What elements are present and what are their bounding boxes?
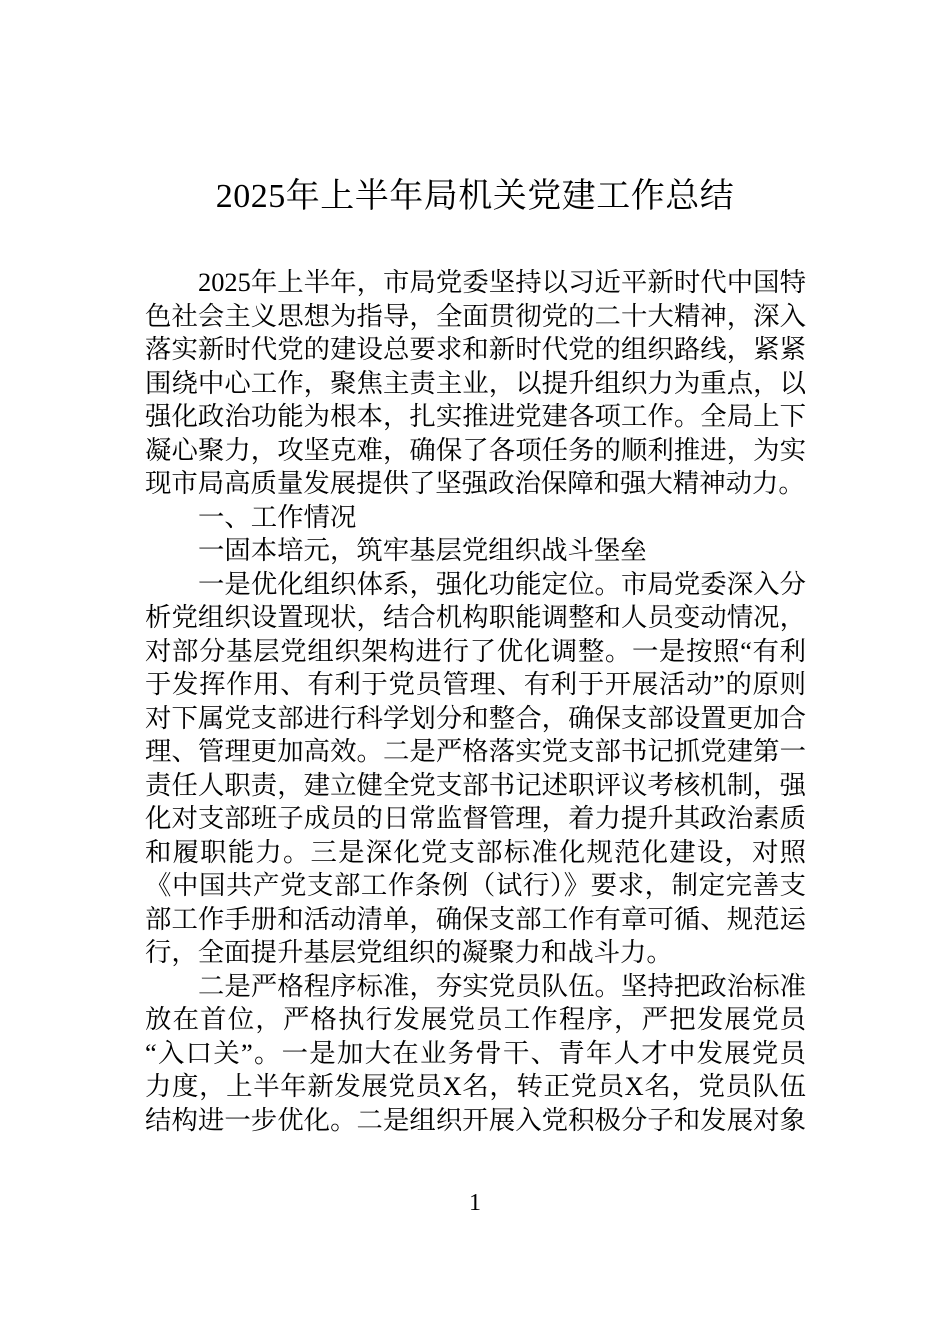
- text-line: 凝心聚力，攻坚克难，确保了各项任务的顺利推进，为实: [145, 434, 806, 465]
- text-line: 部工作手册和活动清单，确保支部工作有章可循、规范运: [145, 903, 806, 934]
- text-line: 一、工作情况: [198, 501, 357, 532]
- section-heading: [145, 534, 806, 568]
- text-line: 2025年上半年，市局党委坚持以习近平新时代中国特: [198, 267, 806, 297]
- text-line: 色社会主义思想为指导，全面贯彻党的二十大精神，深入: [145, 300, 806, 331]
- paragraph: [145, 970, 806, 1138]
- text-line: 析党组织设置现状，结合机构职能调整和人员变动情况，: [145, 602, 806, 632]
- text-line: 对部分基层党组织架构进行了优化调整。一是按照“有利: [145, 635, 806, 666]
- text-line: 责任人职责，建立健全党支部书记述职评议考核机制，强: [145, 769, 806, 800]
- text-line: 围绕中心工作，聚焦主责主业，以提升组织力为重点，以: [145, 367, 806, 398]
- text-line: 理、管理更加高效。二是严格落实党支部书记抓党建第一: [145, 736, 806, 766]
- paragraph: [145, 266, 806, 501]
- document-title: 2025年上半年局机关党建工作总结: [215, 178, 735, 215]
- text-line: 力度，上半年新发展党员X名，转正党员X名，党员队伍: [145, 1071, 806, 1101]
- text-line: 放在首位，严格执行发展党员工作程序，严把发展党员: [145, 1004, 806, 1034]
- section-heading: [145, 501, 806, 535]
- text-line: 现市局高质量发展提供了坚强政治保障和强大精神动力。: [145, 468, 805, 498]
- text-line: 《中国共产党支部工作条例（试行）》要求，制定完善支: [145, 870, 806, 900]
- text-line: “入口关”。一是加大在业务骨干、青年人才中发展党员: [145, 1037, 806, 1068]
- text-line: 一固本培元，筑牢基层党组织战斗堡垒: [198, 535, 647, 565]
- text-line: 结构进一步优化。二是组织开展入党积极分子和发展对象: [145, 1104, 806, 1135]
- text-line: 于发挥作用、有利于党员管理、有利于开展活动”的原则: [145, 669, 806, 699]
- document-body: [145, 266, 806, 1137]
- text-line: 行，全面提升基层党组织的凝聚力和战斗力。: [145, 937, 673, 967]
- text-line: 对下属党支部进行科学划分和整合，确保支部设置更加合: [145, 702, 806, 733]
- text-line: 强化政治功能为根本，扎实推进党建各项工作。全局上下: [145, 401, 806, 431]
- text-line: 二是严格程序标准，夯实党员队伍。坚持把政治标准: [198, 970, 806, 1001]
- text-line: 落实新时代党的建设总要求和新时代党的组织路线，紧紧: [145, 334, 806, 364]
- text-line: 一是优化组织体系，强化功能定位。市局党委深入分: [198, 568, 806, 599]
- text-line: 化对支部班子成员的日常监督管理，着力提升其政治素质: [145, 803, 806, 833]
- page-number: 1: [469, 1190, 481, 1216]
- text-line: 和履职能力。三是深化党支部标准化规范化建设，对照: [145, 836, 806, 867]
- paragraph: [145, 568, 806, 970]
